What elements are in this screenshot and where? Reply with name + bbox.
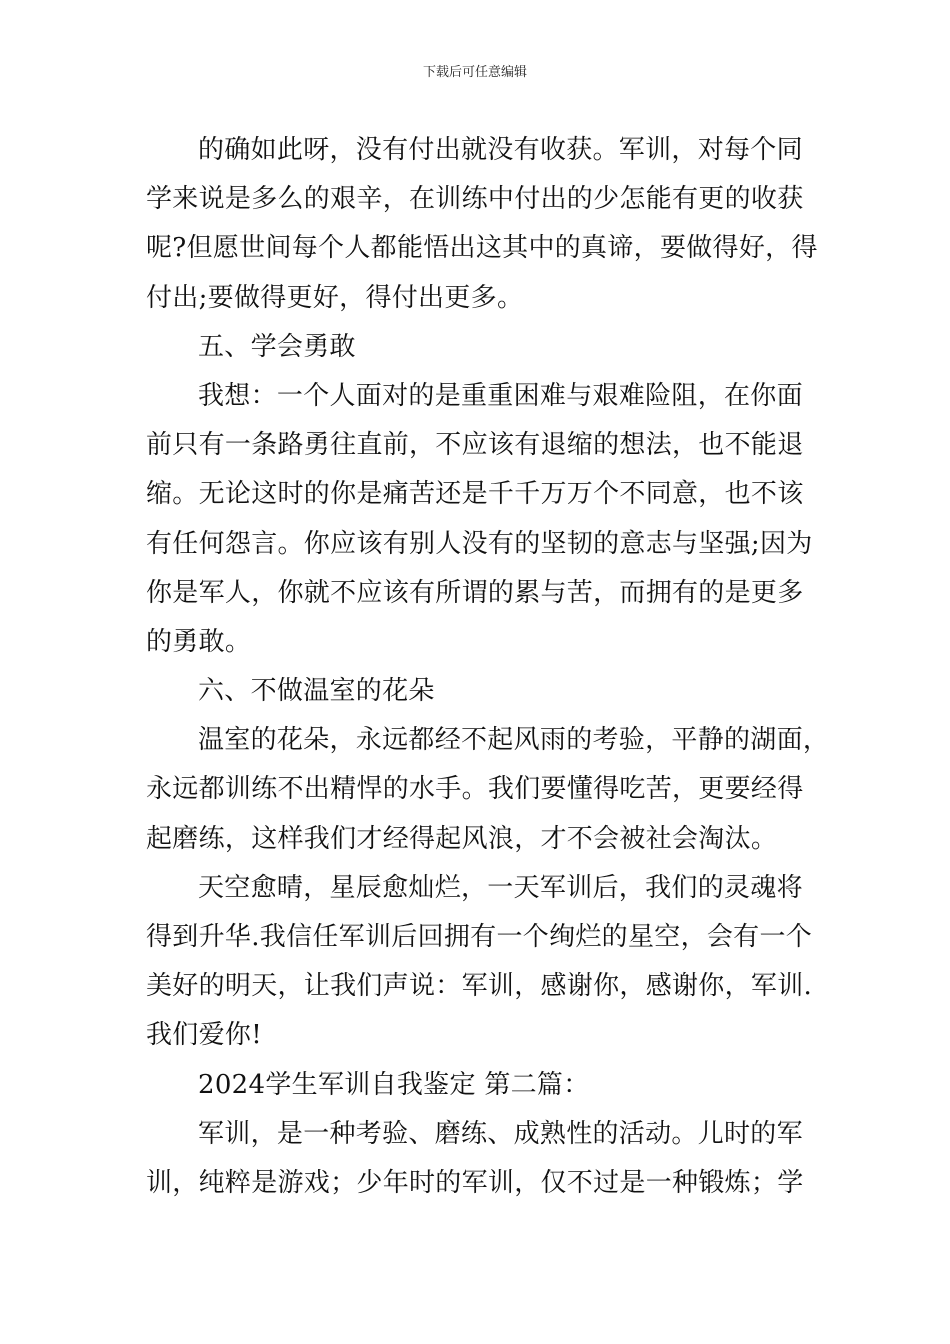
text-line: 缩。无论这时的你是痛苦还是千千万万个不同意，也不该 (146, 479, 804, 510)
text-line: 的确如此呀，没有付出就没有收获。军训，对每个同 (198, 135, 803, 165)
text-line: 天空愈晴，星辰愈灿烂，一天军训后，我们的灵魂将 (198, 872, 803, 903)
text-line: 学来说是多么的艰辛，在训练中付出的少怎能有更的收获 (146, 184, 804, 215)
text-line: 有任何怨言。你应该有别人没有的坚韧的意志与坚强;因为 (146, 528, 813, 559)
text-line: 呢?但愿世间每个人都能悟出这其中的真谛，要做得好，得 (146, 233, 818, 264)
text-line: 美好的明天，让我们声说：军训，感谢你，感谢你，军训. (146, 971, 813, 1002)
text-line: 起磨练，这样我们才经得起风浪，才不会被社会淘汰。 (146, 823, 778, 854)
text-line: 得到升华.我信任军训后回拥有一个绚烂的星空，会有一个 (146, 922, 813, 952)
text-line: 我们爱你! (146, 1020, 262, 1051)
text-line: 的勇敢。 (146, 626, 252, 657)
document-body (146, 126, 830, 1208)
text-line: 训，纯粹是游戏；少年时的军训，仅不过是一种锻炼；学 (146, 1167, 804, 1198)
text-line: 我想：一个人面对的是重重困难与艰难险阻，在你面 (198, 380, 803, 411)
text-line: 付出;要做得更好，得付出更多。 (146, 282, 524, 313)
text-line: 温室的花朵，永远都经不起风雨的考验，平静的湖面， (198, 725, 830, 756)
text-line: 军训，是一种考验、磨练、成熟性的活动。儿时的军 (198, 1118, 803, 1149)
section-heading: 六、不做温室的花朵 (198, 676, 435, 707)
text-line: 你是军人，你就不应该有所谓的累与苦，而拥有的是更多 (146, 577, 804, 608)
section-heading: 2024学生军训自我鉴定 第二篇： (198, 1069, 590, 1100)
section-heading: 五、学会勇敢 (198, 331, 356, 362)
text-line: 前只有一条路勇往直前，不应该有退缩的想法，也不能退 (146, 430, 804, 461)
text-line: 永远都训练不出精悍的水手。我们要懂得吃苦，更要经得 (146, 774, 804, 805)
page-header: 下载后可任意编辑 (422, 65, 527, 80)
